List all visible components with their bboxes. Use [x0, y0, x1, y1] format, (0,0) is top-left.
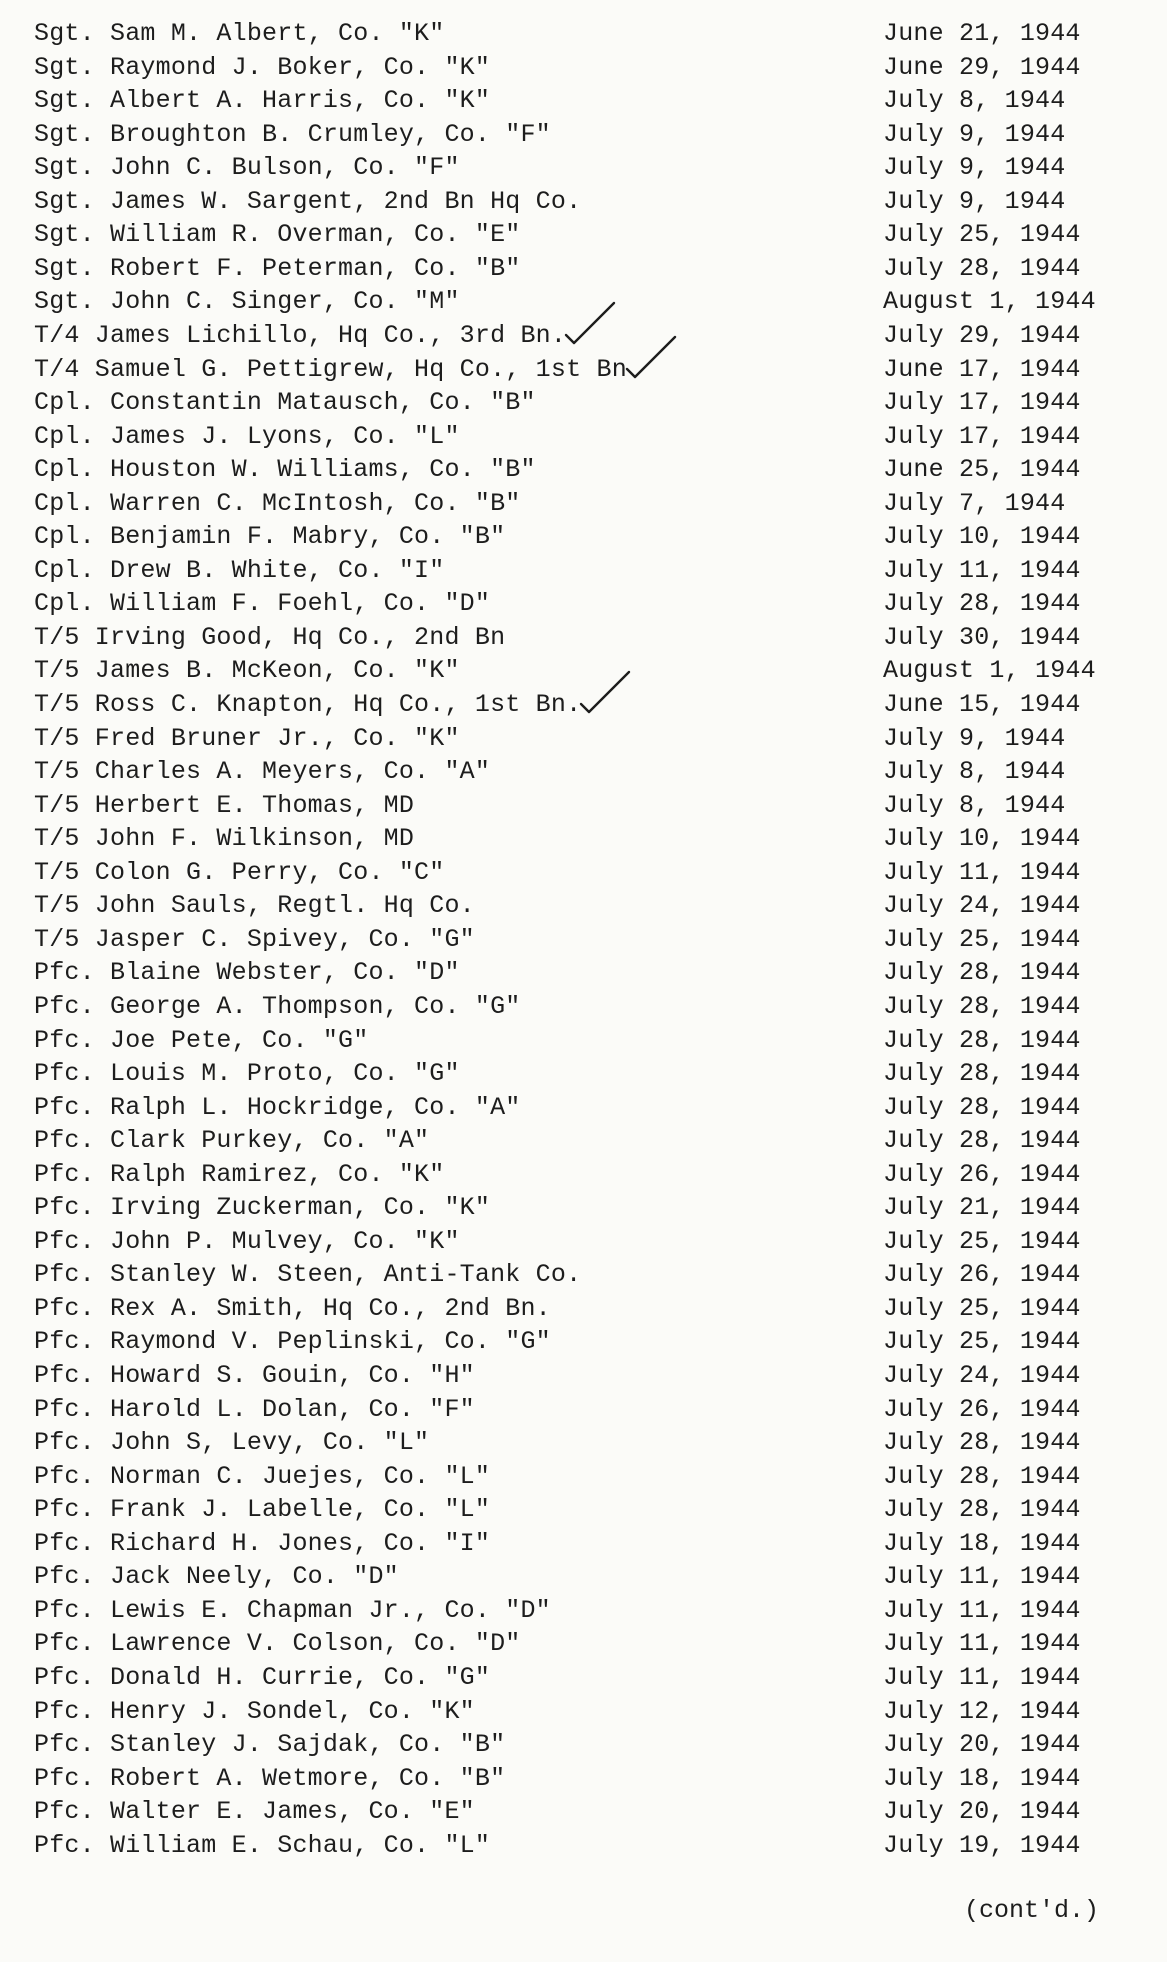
casualty-date: June 29, 1944	[883, 52, 1081, 82]
casualty-date: July 24, 1944	[883, 891, 1081, 921]
soldier-name: T/4 James Lichillo, Hq Co., 3rd Bn.	[34, 320, 567, 350]
soldier-name: Pfc. Howard S. Gouin, Co. "H"	[34, 1361, 475, 1390]
soldier-name: Sgt. Raymond J. Boker, Co. "K"	[34, 52, 491, 82]
casualty-date: July 25, 1944	[883, 1293, 1081, 1323]
casualty-date: July 28, 1944	[883, 958, 1081, 988]
casualty-date: July 20, 1944	[883, 1730, 1081, 1760]
casualty-date: July 30, 1944	[883, 622, 1081, 652]
casualty-date: August 1, 1944	[883, 656, 1096, 686]
soldier-name: T/5 John F. Wilkinson, MD	[34, 824, 415, 854]
roster-row	[0, 1460, 1167, 1493]
soldier-name: T/5 Colon G. Perry, Co. "C"	[34, 857, 445, 887]
roster-row	[0, 1527, 1167, 1560]
soldier-name: Pfc. Donald H. Currie, Co. "G"	[34, 1662, 491, 1692]
roster-row	[0, 1393, 1167, 1426]
casualty-date: July 28, 1944	[883, 1461, 1081, 1491]
casualty-date: July 26, 1944	[883, 1394, 1081, 1424]
casualty-date: July 20, 1944	[883, 1797, 1081, 1827]
roster-row	[0, 722, 1167, 755]
casualty-date: July 28, 1944	[883, 991, 1081, 1021]
soldier-name: T/5 Fred Bruner Jr., Co. "K"	[34, 723, 460, 753]
soldier-name: Pfc. Ralph Ramirez, Co. "K"	[34, 1159, 445, 1189]
casualty-date: July 28, 1944	[883, 1428, 1081, 1458]
soldier-name: T/5 John Sauls, Regtl. Hq Co.	[34, 891, 475, 921]
casualty-date: July 8, 1944	[883, 757, 1066, 787]
casualty-date: July 9, 1944	[883, 153, 1066, 183]
soldier-name: Pfc. Frank J. Labelle, Co. "L"	[34, 1495, 491, 1525]
roster-row	[0, 1661, 1167, 1694]
roster-row	[0, 520, 1167, 553]
roster-row	[0, 17, 1167, 50]
check-mark-icon	[564, 301, 616, 345]
soldier-name: Cpl. William F. Foehl, Co. "D"	[34, 589, 491, 619]
roster-row	[0, 923, 1167, 956]
casualty-date: July 18, 1944	[883, 1763, 1081, 1793]
casualty-date: July 28, 1944	[883, 253, 1081, 283]
roster-row	[0, 319, 1167, 352]
casualty-date: July 26, 1944	[883, 1260, 1081, 1290]
casualty-date: July 17, 1944	[883, 388, 1081, 418]
casualty-date: July 8, 1944	[883, 86, 1066, 116]
casualty-date: July 11, 1944	[883, 555, 1081, 585]
soldier-name: Pfc. Louis M. Proto, Co. "G"	[34, 1059, 460, 1089]
casualty-date: July 18, 1944	[883, 1528, 1081, 1558]
roster-row	[0, 386, 1167, 419]
casualty-date: July 9, 1944	[883, 723, 1066, 753]
casualty-date: July 12, 1944	[883, 1696, 1081, 1726]
soldier-name: Sgt. William R. Overman, Co. "E"	[34, 220, 521, 250]
casualty-date: July 7, 1944	[883, 488, 1066, 518]
roster-row	[0, 1426, 1167, 1459]
casualty-date: August 1, 1944	[883, 287, 1096, 317]
soldier-name: Pfc. Clark Purkey, Co. "A"	[34, 1126, 430, 1156]
roster-row	[0, 1225, 1167, 1258]
soldier-name: Pfc. John P. Mulvey, Co. "K"	[34, 1226, 460, 1256]
roster-row	[0, 420, 1167, 453]
soldier-name: Pfc. Joe Pete, Co. "G"	[34, 1025, 369, 1055]
soldier-name: Pfc. John S, Levy, Co. "L"	[34, 1428, 430, 1458]
casualty-date: July 11, 1944	[883, 1629, 1081, 1659]
roster-row	[0, 1258, 1167, 1291]
roster-row	[0, 118, 1167, 151]
casualty-date: July 26, 1944	[883, 1159, 1081, 1189]
soldier-name: T/5 Ross C. Knapton, Hq Co., 1st Bn.	[34, 690, 582, 719]
casualty-date: July 17, 1944	[883, 421, 1081, 451]
roster-row	[0, 1325, 1167, 1358]
roster-row	[0, 889, 1167, 922]
casualty-date: July 28, 1944	[883, 1059, 1081, 1089]
casualty-date: July 11, 1944	[883, 857, 1081, 887]
check-mark-icon	[625, 335, 677, 379]
roster-row	[0, 51, 1167, 84]
soldier-name: Cpl. James J. Lyons, Co. "L"	[34, 421, 460, 451]
casualty-date: July 11, 1944	[883, 1595, 1081, 1625]
casualty-date: June 25, 1944	[883, 455, 1081, 485]
roster-row	[0, 1292, 1167, 1325]
roster-row	[0, 822, 1167, 855]
soldier-name: Pfc. Irving Zuckerman, Co. "K"	[34, 1193, 491, 1223]
soldier-name: Sgt. Albert A. Harris, Co. "K"	[34, 86, 491, 116]
roster-row	[0, 1191, 1167, 1224]
soldier-name: Sgt. Sam M. Albert, Co. "K"	[34, 19, 445, 48]
soldier-name: Pfc. Ralph L. Hockridge, Co. "A"	[34, 1092, 521, 1122]
roster-row	[0, 956, 1167, 989]
soldier-name: Sgt. James W. Sargent, 2nd Bn Hq Co.	[34, 186, 582, 216]
casualty-date: July 25, 1944	[883, 1327, 1081, 1357]
casualty-date: July 29, 1944	[883, 320, 1081, 350]
soldier-name: Pfc. Norman C. Juejes, Co. "L"	[34, 1461, 491, 1491]
soldier-name: T/5 Charles A. Meyers, Co. "A"	[34, 757, 491, 787]
continued-note: (cont'd.)	[964, 1896, 1100, 1925]
roster-row	[0, 587, 1167, 620]
casualty-date: July 8, 1944	[883, 790, 1066, 820]
casualty-date: July 28, 1944	[883, 1495, 1081, 1525]
roster-row	[0, 1091, 1167, 1124]
roster-row	[0, 1493, 1167, 1526]
roster-row	[0, 621, 1167, 654]
soldier-name: T/5 Irving Good, Hq Co., 2nd Bn	[34, 622, 506, 652]
soldier-name: Pfc. Lewis E. Chapman Jr., Co. "D"	[34, 1595, 551, 1625]
soldier-name: Cpl. Constantin Matausch, Co. "B"	[34, 388, 536, 418]
roster-row	[0, 554, 1167, 587]
soldier-name: Pfc. Richard H. Jones, Co. "I"	[34, 1528, 491, 1558]
roster-row	[0, 252, 1167, 285]
casualty-date: July 28, 1944	[883, 589, 1081, 619]
casualty-date: July 28, 1944	[883, 1126, 1081, 1156]
casualty-date: June 17, 1944	[883, 354, 1081, 384]
roster-row	[0, 1158, 1167, 1191]
roster-row	[0, 487, 1167, 520]
roster-row	[0, 688, 1167, 721]
casualty-date: July 25, 1944	[883, 924, 1081, 954]
roster-row	[0, 1627, 1167, 1660]
roster-row	[0, 856, 1167, 889]
soldier-name: Pfc. Harold L. Dolan, Co. "F"	[34, 1394, 475, 1424]
casualty-date: July 9, 1944	[883, 186, 1066, 216]
casualty-date: July 11, 1944	[883, 1562, 1081, 1592]
casualty-date: July 11, 1944	[883, 1662, 1081, 1692]
casualty-date: July 28, 1944	[883, 1025, 1081, 1055]
soldier-name: Pfc. William E. Schau, Co. "L"	[34, 1830, 491, 1860]
soldier-name: Sgt. John C. Singer, Co. "M"	[34, 287, 460, 317]
roster-row	[0, 218, 1167, 251]
roster-row	[0, 185, 1167, 218]
casualty-date: July 28, 1944	[883, 1092, 1081, 1122]
soldier-name: Pfc. Stanley J. Sajdak, Co. "B"	[34, 1730, 506, 1760]
soldier-name: Pfc. Robert A. Wetmore, Co. "B"	[34, 1763, 506, 1793]
casualty-date: July 25, 1944	[883, 1226, 1081, 1256]
soldier-name: Pfc. Raymond V. Peplinski, Co. "G"	[34, 1327, 551, 1357]
soldier-name: Pfc. Blaine Webster, Co. "D"	[34, 958, 460, 988]
casualty-date: July 21, 1944	[883, 1193, 1081, 1223]
roster-row	[0, 151, 1167, 184]
soldier-name: T/5 Herbert E. Thomas, MD	[34, 790, 415, 820]
roster-row	[0, 1762, 1167, 1795]
casualty-date: June 21, 1944	[883, 19, 1081, 48]
soldier-name: Sgt. John C. Bulson, Co. "F"	[34, 153, 460, 183]
roster-row	[0, 789, 1167, 822]
soldier-name: Pfc. Jack Neely, Co. "D"	[34, 1562, 399, 1592]
casualty-date: July 9, 1944	[883, 119, 1066, 149]
roster-row	[0, 1695, 1167, 1728]
soldier-name: Sgt. Robert F. Peterman, Co. "B"	[34, 253, 521, 283]
soldier-name: Cpl. Drew B. White, Co. "I"	[34, 555, 445, 585]
roster-row	[0, 1795, 1167, 1828]
roster-row	[0, 755, 1167, 788]
check-mark-icon	[579, 670, 631, 714]
soldier-name: Pfc. Lawrence V. Colson, Co. "D"	[34, 1629, 521, 1659]
casualty-date: July 10, 1944	[883, 824, 1081, 854]
soldier-name: Pfc. Rex A. Smith, Hq Co., 2nd Bn.	[34, 1293, 551, 1323]
soldier-name: Pfc. Walter E. James, Co. "E"	[34, 1797, 475, 1827]
roster-row	[0, 1829, 1167, 1862]
casualty-date: July 25, 1944	[883, 220, 1081, 250]
soldier-name: T/5 Jasper C. Spivey, Co. "G"	[34, 924, 475, 954]
roster-row	[0, 1594, 1167, 1627]
roster-row	[0, 84, 1167, 117]
roster-row	[0, 1057, 1167, 1090]
roster-row	[0, 1359, 1167, 1392]
roster-row	[0, 453, 1167, 486]
roster-row	[0, 1560, 1167, 1593]
casualty-date: June 15, 1944	[883, 690, 1081, 719]
casualty-date: July 10, 1944	[883, 522, 1081, 552]
roster-row	[0, 990, 1167, 1023]
roster-row	[0, 1728, 1167, 1761]
soldier-name: T/5 James B. McKeon, Co. "K"	[34, 656, 460, 686]
soldier-name: T/4 Samuel G. Pettigrew, Hq Co., 1st Bn	[34, 354, 627, 384]
roster-row	[0, 353, 1167, 386]
soldier-name: Cpl. Houston W. Williams, Co. "B"	[34, 455, 536, 485]
soldier-name: Sgt. Broughton B. Crumley, Co. "F"	[34, 119, 551, 149]
soldier-name: Cpl. Benjamin F. Mabry, Co. "B"	[34, 522, 506, 552]
soldier-name: Pfc. Stanley W. Steen, Anti-Tank Co.	[34, 1260, 582, 1290]
roster-row	[0, 1124, 1167, 1157]
soldier-name: Pfc. Henry J. Sondel, Co. "K"	[34, 1696, 475, 1726]
soldier-name: Cpl. Warren C. McIntosh, Co. "B"	[34, 488, 521, 518]
casualty-date: July 24, 1944	[883, 1361, 1081, 1390]
casualty-date: July 19, 1944	[883, 1830, 1081, 1860]
roster-row	[0, 1024, 1167, 1057]
soldier-name: Pfc. George A. Thompson, Co. "G"	[34, 991, 521, 1021]
